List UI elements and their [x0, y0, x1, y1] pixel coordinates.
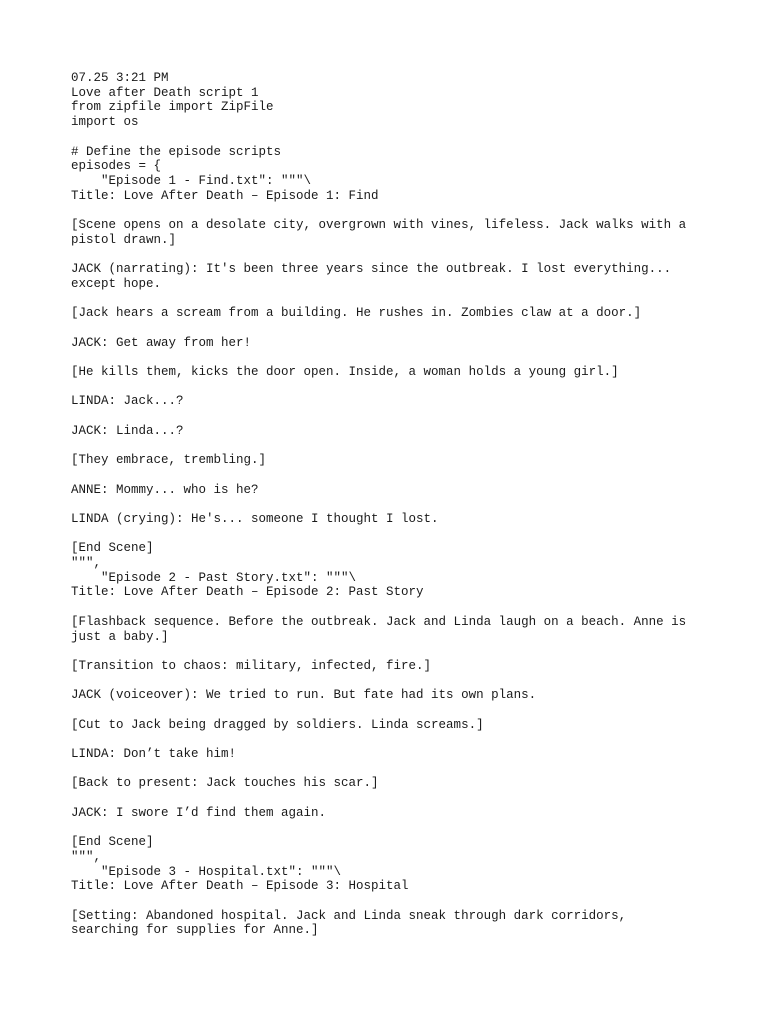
text-line: Title: Love After Death – Episode 2: Past Story [71, 585, 424, 600]
text-line: episodes = { [71, 159, 162, 174]
blank-line [71, 762, 721, 777]
blank-line [71, 703, 721, 718]
text-line: [Cut to Jack being dragged by soldiers. Linda screams.] [71, 717, 484, 732]
document-page [71, 71, 721, 938]
blank-line [71, 438, 721, 453]
blank-line [71, 130, 721, 145]
text-line: [End Scene] [71, 835, 154, 850]
text-line: JACK: Get away from her! [71, 335, 252, 350]
blank-line [71, 894, 721, 909]
blank-line [71, 821, 721, 836]
text-line: Title: Love After Death – Episode 3: Hospital [71, 879, 409, 894]
blank-line [71, 321, 721, 336]
text-line: JACK (voiceover): We tried to run. But fate had its own plans. [71, 688, 537, 703]
text-line: JACK (narrating): It's been three years since the outbreak. I lost everything... [71, 262, 672, 277]
blank-line [71, 644, 721, 659]
text-line: [Transition to chaos: military, infected, fire.] [71, 658, 432, 673]
blank-line [71, 600, 721, 615]
text-line: "Episode 1 - Find.txt": """\ [71, 173, 312, 188]
text-line: [They embrace, trembling.] [71, 453, 267, 468]
text-line: just a baby.] [71, 629, 169, 644]
text-line: [Scene opens on a desolate city, overgrown with vines, lifeless. Jack walks with a [71, 218, 687, 232]
text-line: LINDA (crying): He's... someone I thought I lost. [71, 511, 439, 526]
blank-line [71, 380, 721, 395]
text-line: [Back to present: Jack touches his scar.] [71, 776, 379, 791]
blank-line [71, 247, 721, 262]
text-line: import os [71, 115, 139, 130]
blank-line [71, 527, 721, 542]
text-line: [Setting: Abandoned hospital. Jack and Linda sneak through dark corridors, [71, 908, 627, 923]
text-line: """, [71, 556, 102, 571]
text-line: from zipfile import ZipFile [71, 100, 274, 115]
text-line: LINDA: Don’t take him! [71, 747, 237, 762]
text-line: 07.25 3:21 PM [71, 71, 169, 85]
text-line: [He kills them, kicks the door open. Inside, a woman holds a young girl.] [71, 364, 619, 379]
text-line: "Episode 2 - Past Story.txt": """\ [71, 570, 357, 585]
text-line: [Flashback sequence. Before the outbreak. Jack and Linda laugh on a beach. Anne is [71, 614, 687, 629]
blank-line [71, 468, 721, 483]
blank-line [71, 791, 721, 806]
text-line: """, [71, 849, 102, 864]
text-line: [Jack hears a scream from a building. He rushes in. Zombies claw at a door.] [71, 306, 642, 321]
text-line: "Episode 3 - Hospital.txt": """\ [71, 864, 342, 879]
text-line: # Define the episode scripts [71, 144, 282, 159]
blank-line [71, 350, 721, 365]
text-line: [End Scene] [71, 541, 154, 556]
text-line: Title: Love After Death – Episode 1: Find [71, 188, 379, 203]
blank-line [71, 409, 721, 424]
text-line: ANNE: Mommy... who is he? [71, 482, 259, 497]
blank-line [71, 497, 721, 512]
text-line: LINDA: Jack...? [71, 394, 184, 409]
blank-line [71, 292, 721, 307]
text-line: JACK: I swore I’d find them again. [71, 805, 327, 820]
text-line: except hope. [71, 276, 162, 291]
text-line: searching for supplies for Anne.] [71, 923, 319, 938]
text-line: Love after Death script 1 [71, 85, 259, 100]
text-line: pistol drawn.] [71, 232, 177, 247]
blank-line [71, 203, 721, 218]
text-line: JACK: Linda...? [71, 423, 184, 438]
blank-line [71, 674, 721, 689]
blank-line [71, 732, 721, 747]
